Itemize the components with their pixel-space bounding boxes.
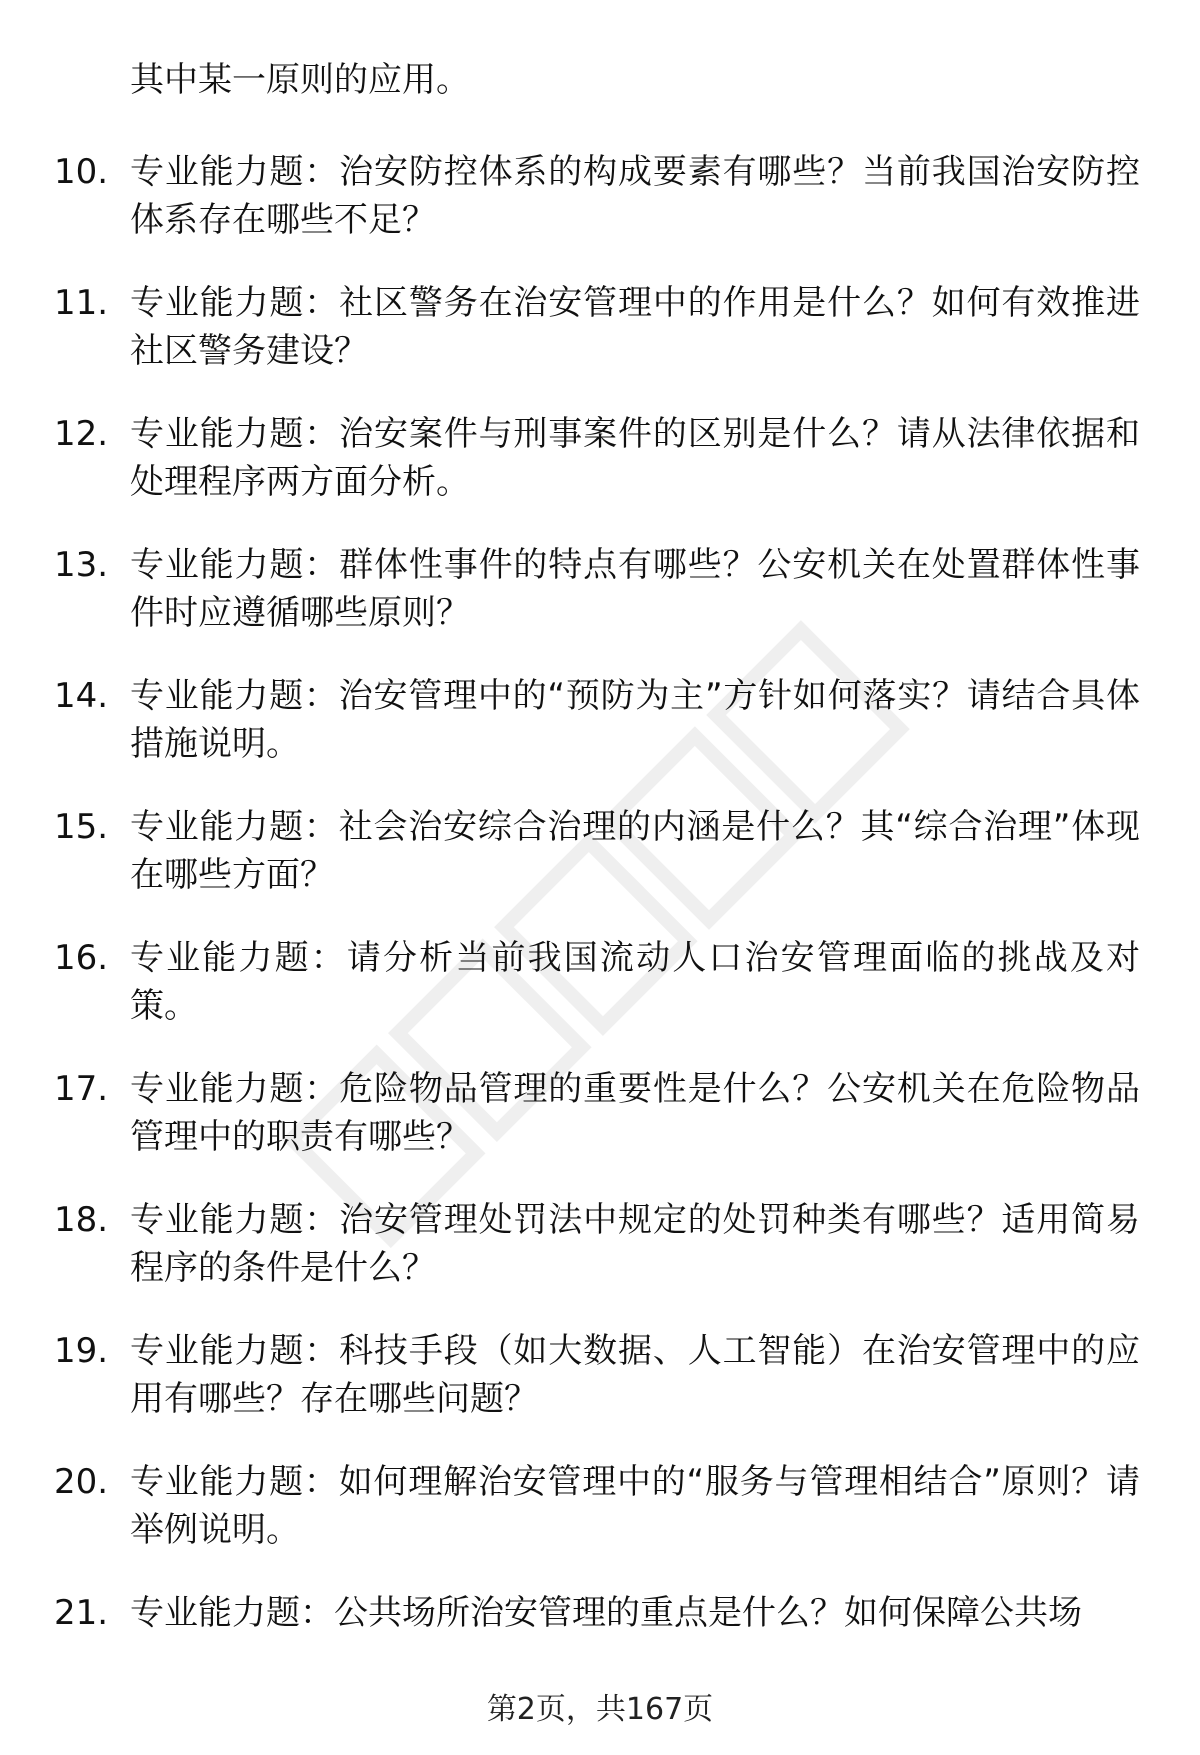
question-text: 专业能力题：治安案件与刑事案件的区别是什么？请从法律依据和处理程序两方面分析。 — [130, 414, 1140, 502]
question-number: 14. — [54, 676, 109, 716]
question-number: 18. — [54, 1200, 109, 1240]
question-text: 专业能力题：社区警务在治安管理中的作用是什么？如何有效推进社区警务建设？ — [130, 283, 1140, 371]
question-item — [0, 803, 1200, 934]
question-item — [0, 541, 1200, 672]
continuation-text: 其中某一原则的应用。 — [130, 60, 470, 100]
question-text: 专业能力题：治安防控体系的构成要素有哪些？当前我国治安防控体系存在哪些不足？ — [130, 152, 1140, 240]
question-text: 专业能力题：治安管理处罚法中规定的处罚种类有哪些？适用简易程序的条件是什么？ — [130, 1200, 1140, 1288]
question-number: 19. — [54, 1331, 109, 1371]
question-item — [0, 934, 1200, 1065]
question-item — [0, 148, 1200, 279]
question-item — [0, 279, 1200, 410]
question-text: 专业能力题：社会治安综合治理的内涵是什么？其“综合治理”体现在哪些方面？ — [130, 807, 1140, 895]
question-text: 专业能力题：危险物品管理的重要性是什么？公安机关在危险物品管理中的职责有哪些？ — [130, 1069, 1140, 1157]
question-number: 10. — [54, 152, 109, 192]
question-text: 专业能力题：科技手段（如大数据、人工智能）在治安管理中的应用有哪些？存在哪些问题？ — [130, 1331, 1140, 1419]
question-item — [0, 1327, 1200, 1458]
question-number: 13. — [54, 545, 109, 585]
question-number: 16. — [54, 938, 109, 978]
question-item — [0, 672, 1200, 803]
question-number: 17. — [54, 1069, 109, 1109]
question-text: 专业能力题：群体性事件的特点有哪些？公安机关在处置群体性事件时应遵循哪些原则？ — [130, 545, 1140, 633]
question-number: 20. — [54, 1462, 109, 1502]
question-text: 专业能力题：如何理解治安管理中的“服务与管理相结合”原则？请举例说明。 — [130, 1462, 1140, 1550]
question-number: 11. — [54, 283, 109, 323]
question-item — [0, 1458, 1200, 1589]
question-item — [0, 1065, 1200, 1196]
question-text: 专业能力题：治安管理中的“预防为主”方针如何落实？请结合具体措施说明。 — [130, 676, 1140, 764]
page-footer: 第2页，共167页 — [486, 1692, 714, 1727]
question-number: 12. — [54, 414, 109, 454]
question-number: 21. — [54, 1593, 109, 1633]
question-text: 专业能力题：公共场所治安管理的重点是什么？如何保障公共场 — [130, 1593, 1082, 1633]
question-item — [0, 410, 1200, 541]
question-number: 15. — [54, 807, 109, 847]
question-text: 专业能力题：请分析当前我国流动人口治安管理面临的挑战及对策。 — [130, 938, 1140, 1026]
question-item — [0, 1196, 1200, 1327]
question-list — [0, 148, 1200, 1720]
